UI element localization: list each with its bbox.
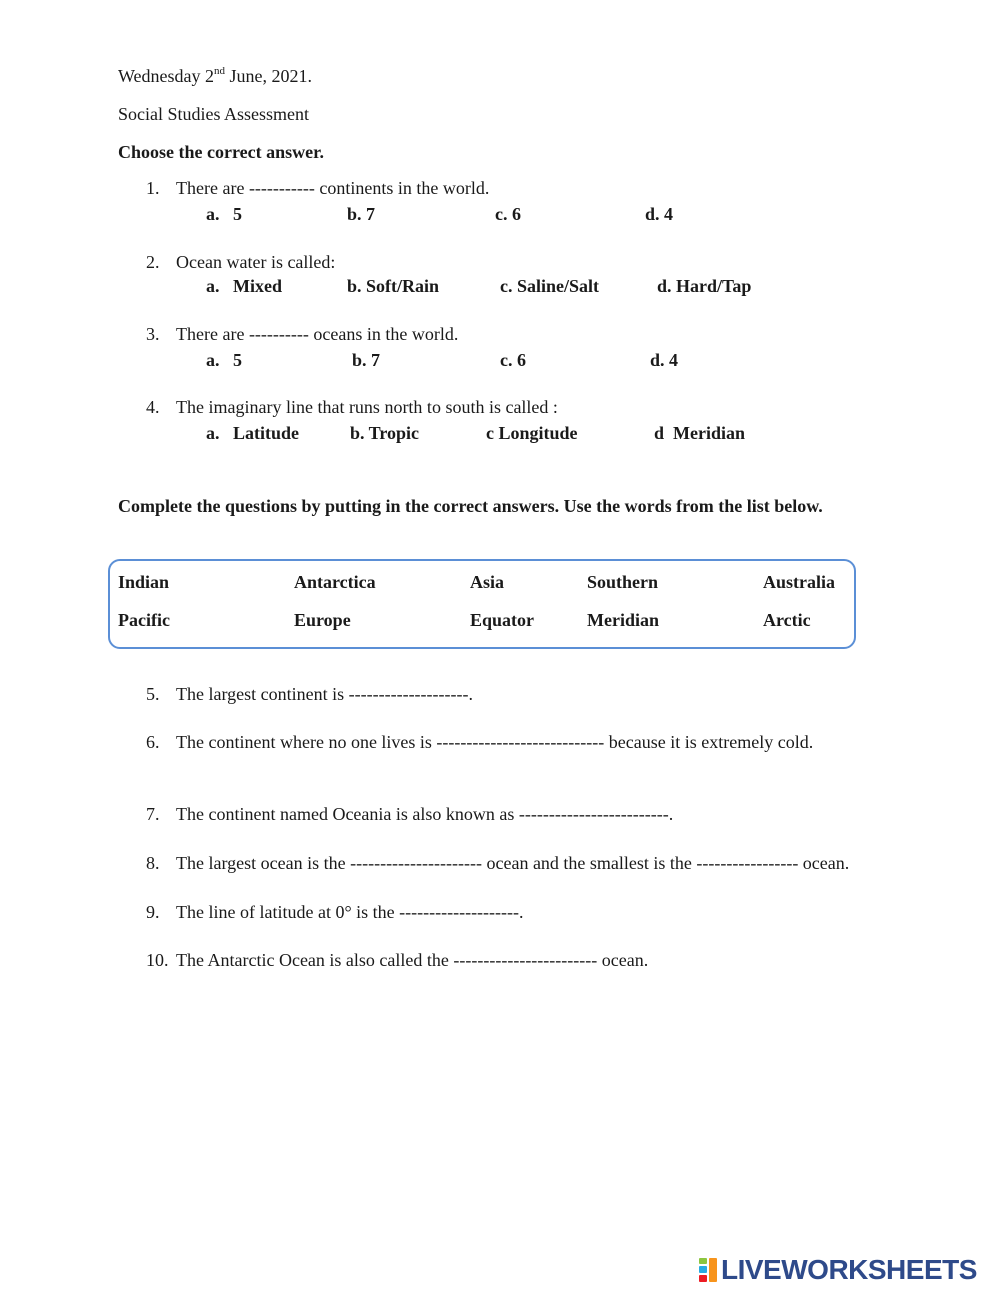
option-a[interactable]: a. Latitude [206,423,300,443]
word-bank-item: Europe [294,610,351,630]
logo-block [699,1258,707,1264]
question-text[interactable]: The continent named Oceania is also known as -------------------------. [176,804,674,824]
word-bank-item: Antarctica [294,572,376,592]
question-number: 9. [146,902,160,922]
logo-block [699,1275,707,1282]
question-text[interactable]: The line of latitude at 0° is the --------------------. [176,902,524,922]
question-number: 2. [146,252,160,272]
word-bank-item: Equator [470,610,535,630]
question-text[interactable]: The largest continent is --------------------. [176,684,474,704]
question-number: 3. [146,324,160,344]
option-b[interactable]: b. Tropic [350,423,420,443]
question-number: 7. [146,804,160,824]
option-c[interactable]: c Longitude [486,423,578,443]
question-text: There are ---------- oceans in the world. [176,324,459,344]
assessment-subject: Social Studies Assessment [118,104,310,124]
section1-heading: Choose the correct answer. [118,142,324,162]
liveworksheets-logo-icon [698,1257,718,1283]
option-c[interactable]: c. Saline/Salt [500,276,600,296]
word-bank-item: Southern [587,572,659,592]
option-b[interactable]: b. 7 [352,350,381,370]
option-a[interactable]: a. 5 [206,350,242,370]
question-text[interactable]: The largest ocean is the ---------------------- ocean and the smallest is the ----------------- ocean. [176,853,850,873]
option-d[interactable]: d. Hard/Tap [657,276,752,296]
option-b[interactable]: b. 7 [347,204,376,224]
word-bank-item: Meridian [587,610,659,630]
question-number: 10. [146,950,169,970]
option-c[interactable]: c. 6 [495,204,521,224]
logo-block [699,1266,707,1273]
question-number: 1. [146,178,160,198]
option-b[interactable]: b. Soft/Rain [347,276,440,296]
word-bank-item: Indian [118,572,170,592]
liveworksheets-brand [698,1254,977,1286]
option-d[interactable]: d Meridian [654,423,746,443]
brand-text: LIVEWORKSHEETS [721,1254,977,1285]
question-number: 8. [146,853,160,873]
option-c[interactable]: c. 6 [500,350,526,370]
question-text[interactable]: The Antarctic Ocean is also called the ------------------------ ocean. [176,950,649,970]
question-number: 5. [146,684,160,704]
option-d[interactable]: d. 4 [650,350,679,370]
word-bank-item: Pacific [118,610,170,630]
word-bank-item: Asia [470,572,505,592]
question-text: There are ----------- continents in the world. [176,178,490,198]
word-bank-item: Australia [763,572,835,592]
question-text[interactable]: The continent where no one lives is ---------------------------- because it is extremely cold. [176,732,814,752]
word-bank-item: Arctic [763,610,811,630]
question-number: 6. [146,732,160,752]
section2-heading: Complete the questions by putting in the correct answers. Use the words from the list below. [118,496,823,516]
option-a[interactable]: a. 5 [206,204,242,224]
option-a[interactable]: a. Mixed [206,276,282,296]
logo-block [709,1258,717,1282]
question-text: The imaginary line that runs north to south is called : [176,397,558,417]
question-number: 4. [146,397,160,417]
assessment-date: Wednesday 2nd June, 2021. [118,65,313,86]
option-d[interactable]: d. 4 [645,204,674,224]
question-text: Ocean water is called: [176,252,336,272]
